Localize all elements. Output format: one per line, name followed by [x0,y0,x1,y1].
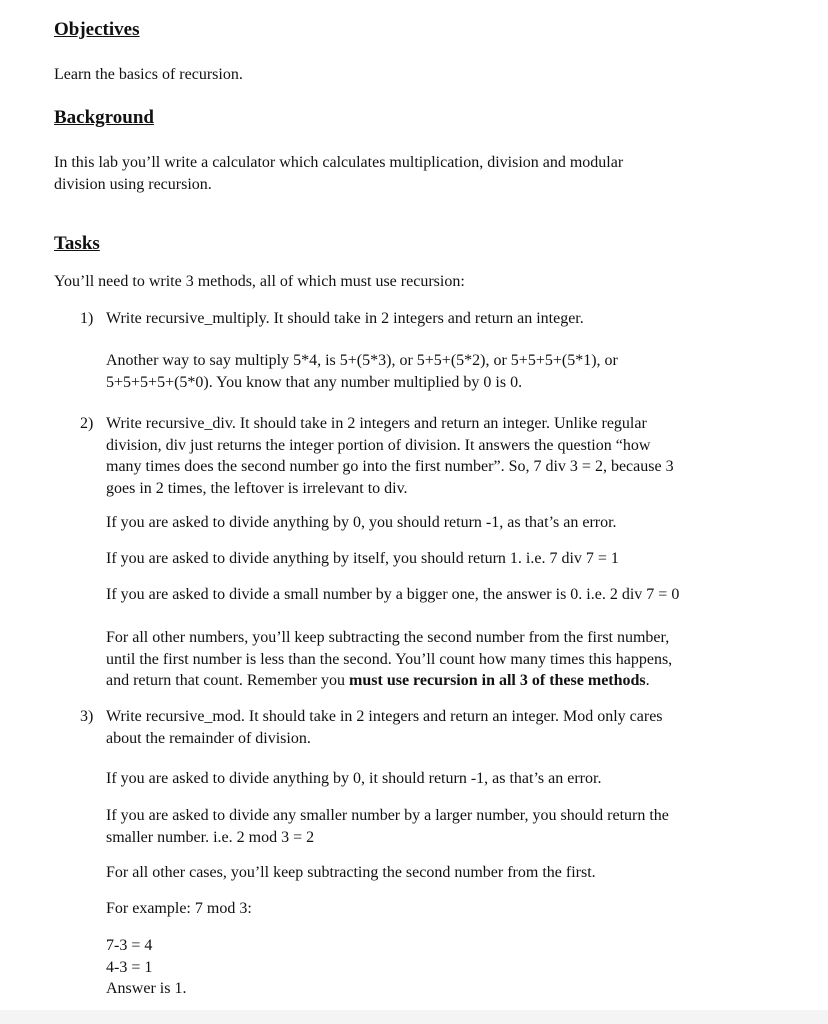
item-3-line-2: about the remainder of division. [106,729,311,747]
item-3-rule-smaller-line-1: If you are asked to divide any smaller number by a larger number, you should return the [106,807,669,824]
item-3-rule-zero: If you are asked to divide anything by 0, it should return -1, as that’s an error. [106,770,602,787]
item-3-line-1: Write recursive_mod. It should take in 2 integers and return an integer. Mod only cares [106,708,663,725]
item-2-line-3: many times does the second number go into the first number”. So, 7 div 3 = 2, because 3 [106,458,674,475]
item-2-rule-zero: If you are asked to divide anything by 0, you should return -1, as that’s an error. [106,514,617,531]
item-3-example-label: For example: 7 mod 3: [106,900,252,917]
item-3-number: 3) [80,708,94,725]
item-3-other-cases: For all other cases, you’ll keep subtracting the second number from the first. [106,864,596,881]
item-1-explanation [106,350,766,393]
item-2-other-line-3 [106,670,766,692]
item-2-other-line-3-start: and return that count. Remember you [106,672,350,689]
item-2-line-1: Write recursive_div. It should take in 2 integers and return an integer. Unlike regular [106,415,647,432]
item-2-other-line-3-end: . [645,672,650,689]
item-3-example-steps [106,935,766,1000]
example-answer: Answer is 1. [106,980,187,997]
page-bottom-edge [0,1010,828,1024]
item-2-other-line-1: For all other numbers, you’ll keep subtracting the second number from the first number, [106,629,670,646]
background-line-2: division using recursion. [54,175,212,193]
item-2-rule-itself: If you are asked to divide anything by itself, you should return 1. i.e. 7 div 7 = 1 [106,550,619,567]
background-line-1: In this lab you’ll write a calculator which calculates multiplication, division and modular [54,154,624,171]
example-step-1: 7-3 = 4 [106,937,153,954]
item-2-description [106,413,766,499]
item-1-explanation-line-1: Another way to say multiply 5*4, is 5+(5*3), or 5+5+(5*2), or 5+5+5+(5*1), or [106,352,618,369]
item-3-description [106,706,766,749]
item-2-rule-smaller: If you are asked to divide a small number by a bigger one, the answer is 0. i.e. 2 div 7 = 0 [106,586,680,603]
example-step-2: 4-3 = 1 [106,958,153,976]
item-2-emphasis: must use recursion in all 3 of these methods [349,672,646,689]
item-1-explanation-line-2: 5+5+5+5+(5*0). You know that any number multiplied by 0 is 0. [106,373,523,391]
background-text [54,152,774,195]
tasks-intro: You’ll need to write 3 methods, all of which must use recursion: [54,273,465,290]
item-2-number: 2) [80,415,94,432]
item-3-rule-smaller [106,805,766,848]
item-2-line-2: division, div just returns the integer portion of division. It answers the question “how [106,436,651,454]
objectives-heading: Objectives [54,19,140,40]
item-2-other-line-2: until the first number is less than the second. You’ll count how many times this happens, [106,650,673,668]
item-2-other-numbers [106,627,766,692]
objectives-text: Learn the basics of recursion. [54,66,243,83]
background-heading: Background [54,107,154,128]
item-3-rule-smaller-line-2: smaller number. i.e. 2 mod 3 = 2 [106,828,315,846]
item-1-number: 1) [80,310,94,327]
item-1-title: Write recursive_multiply. It should take in 2 integers and return an integer. [106,310,584,327]
item-2-line-4: goes in 2 times, the leftover is irrelevant to div. [106,479,408,497]
tasks-heading: Tasks [54,233,100,254]
